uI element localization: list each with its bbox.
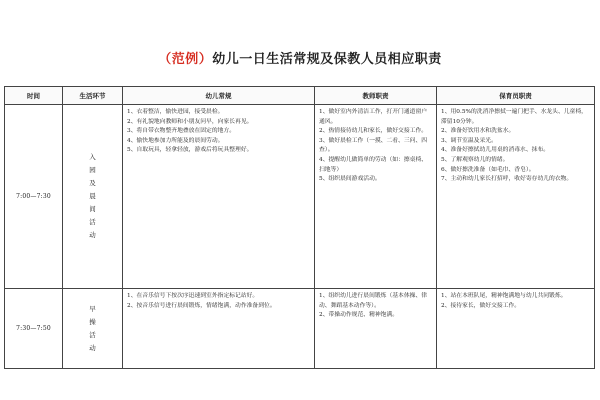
list-item: 7、主动和幼儿家长打招呼，收好寄存幼儿的衣物。 bbox=[441, 176, 573, 183]
list-item: 2、热情接待幼儿和家长，做好交接工作。 bbox=[319, 128, 428, 135]
header-row bbox=[5, 87, 595, 105]
list-item: 1、在音乐信号下按次序迅速到室外指定标记站好。 bbox=[127, 293, 259, 299]
header-time: 时间 bbox=[5, 87, 63, 105]
header-routine: 幼儿常规 bbox=[123, 87, 315, 105]
list-item: 2、带操动作规范、精神饱满。 bbox=[319, 312, 399, 319]
segment-cell bbox=[63, 289, 123, 369]
table-row bbox=[5, 289, 595, 369]
routine-cell bbox=[123, 105, 315, 289]
page-title bbox=[0, 48, 600, 67]
list-item: 4、愉快地参加力所能及的晨间劳动。 bbox=[127, 137, 224, 144]
list-item: 1、组织幼儿进行晨间锻炼（基本体操、律动、舞蹈基本动作等）。 bbox=[319, 293, 428, 309]
list-item: 5、了解观察幼儿的情绪。 bbox=[441, 156, 509, 163]
title-main: 幼儿一日生活常规及保教人员相应职责 bbox=[212, 52, 442, 67]
caregiver-cell bbox=[437, 105, 595, 289]
routine-cell bbox=[123, 289, 315, 369]
list-item: 2、准备好饮用水和洗盆水。 bbox=[441, 128, 515, 135]
time-cell: 7:00—7:30 bbox=[5, 105, 63, 289]
segment-label: 早操活动 bbox=[89, 304, 96, 352]
list-item: 3、将自带衣物整齐地叠放在固定的地方。 bbox=[127, 128, 236, 135]
header-segment: 生活环节 bbox=[63, 87, 123, 105]
time-cell: 7:30—7:50 bbox=[5, 289, 63, 369]
list-item: 1、用0.5%的洗消净擦拭一遍门把手、水龙头、儿童椅，滞留10分钟。 bbox=[441, 109, 587, 125]
list-item: 4、准备好擦拭幼儿用桌的消毒水、抹布。 bbox=[441, 147, 550, 154]
list-item: 5、组织晨间游戏活动。 bbox=[319, 176, 381, 183]
list-item: 2、按音乐信号进行晨间锻炼，情绪饱满，动作准备到位。 bbox=[127, 302, 276, 309]
list-item: 2、有礼貌地向教师和小朋友问早，向家长再见。 bbox=[127, 118, 253, 125]
segment-label: 入园及晨间活动 bbox=[89, 153, 96, 239]
teacher-cell bbox=[315, 105, 437, 289]
list-item: 6、做好擦洗准备（如毛巾、香皂）。 bbox=[441, 166, 535, 173]
list-item: 1、站在本班队尾，精神饱满地与幼儿共同锻炼。 bbox=[441, 293, 567, 299]
list-item: 1、衣着整洁，愉快进园，接受晨检。 bbox=[127, 109, 224, 115]
header-teacher: 教师职责 bbox=[315, 87, 437, 105]
segment-cell bbox=[63, 105, 123, 289]
list-item: 4、提醒幼儿做简单的劳动（如：擦桌椅、扫地等） bbox=[319, 156, 428, 173]
list-item: 2、接待家长，做好交接工作。 bbox=[441, 302, 521, 309]
table-row bbox=[5, 105, 595, 289]
title-prefix: （范例） bbox=[158, 52, 213, 67]
caregiver-cell bbox=[437, 289, 595, 369]
teacher-cell bbox=[315, 289, 437, 369]
list-item: 1、做好室内外清洁工作，打开门通道窗户通风。 bbox=[319, 109, 428, 125]
list-item: 3、调节室温及采光。 bbox=[441, 137, 497, 144]
list-item: 5、自取玩具，轻拿轻放，游戏后将玩具整理好。 bbox=[127, 147, 253, 154]
list-item: 3、做好晨检工作（一摸、二看、三问、四查）。 bbox=[319, 137, 428, 154]
duty-table bbox=[4, 86, 595, 369]
header-caregiver: 保育员职责 bbox=[437, 87, 595, 105]
